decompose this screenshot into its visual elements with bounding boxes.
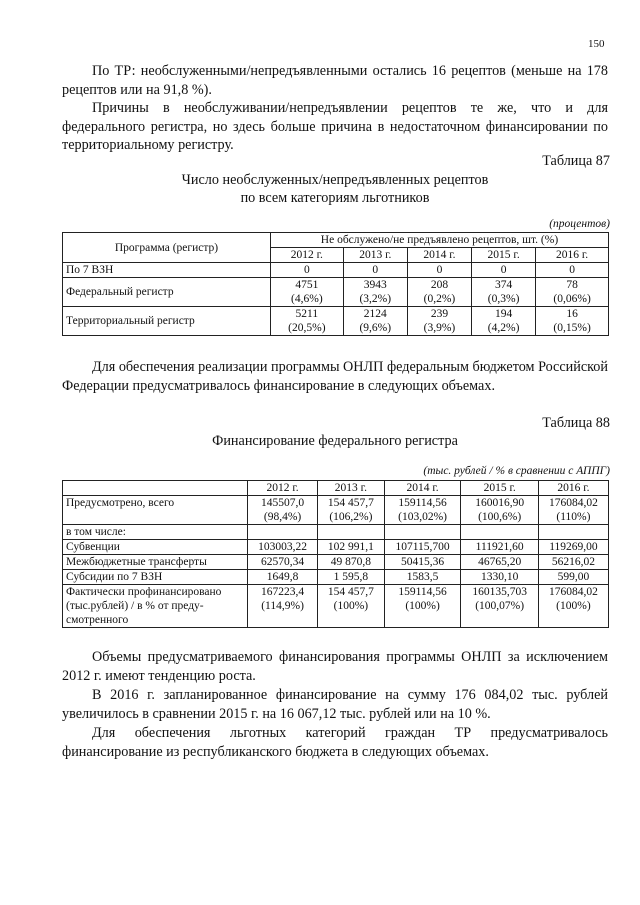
- cell: 374 (0,3%): [472, 278, 536, 307]
- paragraph-4: Объемы предусматриваемого финансирования программы ОНЛП за исключением 2012 г. имеют тенденцию роста.: [62, 649, 608, 684]
- year-header: 2012 г.: [271, 248, 344, 263]
- cell: 1649,8: [248, 570, 318, 585]
- paragraph-2: Причины в необслуживании/непредъявлении рецептов те же, что и для федерального регистра, но здесь больше причина в недостаточном финансировании по территориальному регистру.: [62, 100, 608, 153]
- row-label: Субвенции: [63, 540, 248, 555]
- cell: 103003,22: [248, 540, 318, 555]
- table-88-unit-note: (тыс. рублей / % в сравнении с АППГ): [423, 465, 610, 477]
- table-87-title-line-2: по всем категориям льготников: [240, 190, 430, 206]
- row-label: Территориальный регистр: [63, 307, 271, 336]
- page-number: 150: [588, 38, 605, 50]
- cell: 3943 (3,2%): [343, 278, 407, 307]
- table-row: [63, 585, 609, 628]
- table-87-label: Таблица 87: [542, 153, 610, 169]
- table-row: [63, 278, 609, 307]
- cell: 176084,02 (100%): [538, 585, 608, 628]
- year-header: 2016 г.: [538, 481, 608, 496]
- paragraph-5: В 2016 г. запланированное финансирование на сумму 176 084,02 тыс. рублей увеличилось в сравнении 2015 г. на 16 067,12 тыс. рублей или на 10 %.: [62, 687, 608, 722]
- table-row: [63, 496, 609, 525]
- year-header: 2013 г.: [343, 248, 407, 263]
- cell: 0: [536, 263, 609, 278]
- cell: 194 (4,2%): [472, 307, 536, 336]
- cell: 160016,90 (100,6%): [461, 496, 538, 525]
- year-header: 2015 г.: [461, 481, 538, 496]
- table-88-label: Таблица 88: [542, 415, 610, 431]
- table-row: [63, 540, 609, 555]
- row-label: По 7 ВЗН: [63, 263, 271, 278]
- row-label: Субсидии по 7 ВЗН: [63, 570, 248, 585]
- year-header: 2014 г.: [407, 248, 471, 263]
- row-label: в том числе:: [63, 525, 248, 540]
- cell: 599,00: [538, 570, 608, 585]
- cell: [318, 525, 385, 540]
- year-header: 2015 г.: [472, 248, 536, 263]
- paragraph-3: Для обеспечения реализации программы ОНЛП федеральным бюджетом Российской Федерации предусматривалось финансирование в следующих объемах.: [62, 359, 608, 394]
- cell: 102 991,1: [318, 540, 385, 555]
- cell: 1 595,8: [318, 570, 385, 585]
- cell: [384, 525, 461, 540]
- cell: 56216,02: [538, 555, 608, 570]
- table-88: [62, 480, 609, 628]
- cell: 145507,0 (98,4%): [248, 496, 318, 525]
- cell: 5211 (20,5%): [271, 307, 344, 336]
- row-label: Межбюджетные трансферты: [63, 555, 248, 570]
- paragraph-1: По ТР: необслуженными/непредъявленными остались 16 рецептов (меньше на 178 рецептов или на 91,8 %).: [62, 63, 608, 98]
- cell: 176084,02 (110%): [538, 496, 608, 525]
- cell: 154 457,7 (106,2%): [318, 496, 385, 525]
- header-program: Программа (регистр): [63, 233, 271, 263]
- cell: 0: [343, 263, 407, 278]
- table-88-title: Финансирование федерального регистра: [212, 433, 458, 449]
- cell: 2124 (9,6%): [343, 307, 407, 336]
- table-row: [63, 570, 609, 585]
- table-row: [63, 307, 609, 336]
- year-header: 2012 г.: [248, 481, 318, 496]
- cell: 62570,34: [248, 555, 318, 570]
- cell: 1330,10: [461, 570, 538, 585]
- table-87-title-line-1: Число необслуженных/непредъявленных рецептов: [181, 172, 489, 188]
- cell: 49 870,8: [318, 555, 385, 570]
- table-row: [63, 233, 609, 248]
- row-label: Фактически профинансировано (тыс.рублей) / в % от преду- смотренного: [63, 585, 248, 628]
- table-row: [63, 263, 609, 278]
- cell: 0: [271, 263, 344, 278]
- cell: 119269,00: [538, 540, 608, 555]
- year-header: 2014 г.: [384, 481, 461, 496]
- cell: [248, 525, 318, 540]
- table-87: [62, 232, 609, 336]
- table-87-unit-note: (процентов): [549, 218, 610, 230]
- cell: 46765,20: [461, 555, 538, 570]
- cell: 154 457,7 (100%): [318, 585, 385, 628]
- cell: 159114,56 (100%): [384, 585, 461, 628]
- cell: 159114,56 (103,02%): [384, 496, 461, 525]
- header-group: Не обслужено/не предъявлено рецептов, шт. (%): [271, 233, 609, 248]
- cell: 50415,36: [384, 555, 461, 570]
- cell: 78 (0,06%): [536, 278, 609, 307]
- cell: 16 (0,15%): [536, 307, 609, 336]
- cell: [538, 525, 608, 540]
- cell: 111921,60: [461, 540, 538, 555]
- cell: 160135,703 (100,07%): [461, 585, 538, 628]
- row-label: Предусмотрено, всего: [63, 496, 248, 525]
- cell: 1583,5: [384, 570, 461, 585]
- year-header: 2013 г.: [318, 481, 385, 496]
- row-label: Федеральный регистр: [63, 278, 271, 307]
- table-row: [63, 555, 609, 570]
- cell: 239 (3,9%): [407, 307, 471, 336]
- paragraph-6: Для обеспечения льготных категорий граждан ТР предусматривалось финансирование из республиканского бюджета в следующих объемах.: [62, 725, 608, 760]
- corner-cell: [63, 481, 248, 496]
- cell: 0: [407, 263, 471, 278]
- cell: 4751 (4,6%): [271, 278, 344, 307]
- year-header: 2016 г.: [536, 248, 609, 263]
- cell: 107115,700: [384, 540, 461, 555]
- table-row: [63, 481, 609, 496]
- cell: 167223,4 (114,9%): [248, 585, 318, 628]
- cell: 208 (0,2%): [407, 278, 471, 307]
- cell: 0: [472, 263, 536, 278]
- cell: [461, 525, 538, 540]
- table-row: [63, 525, 609, 540]
